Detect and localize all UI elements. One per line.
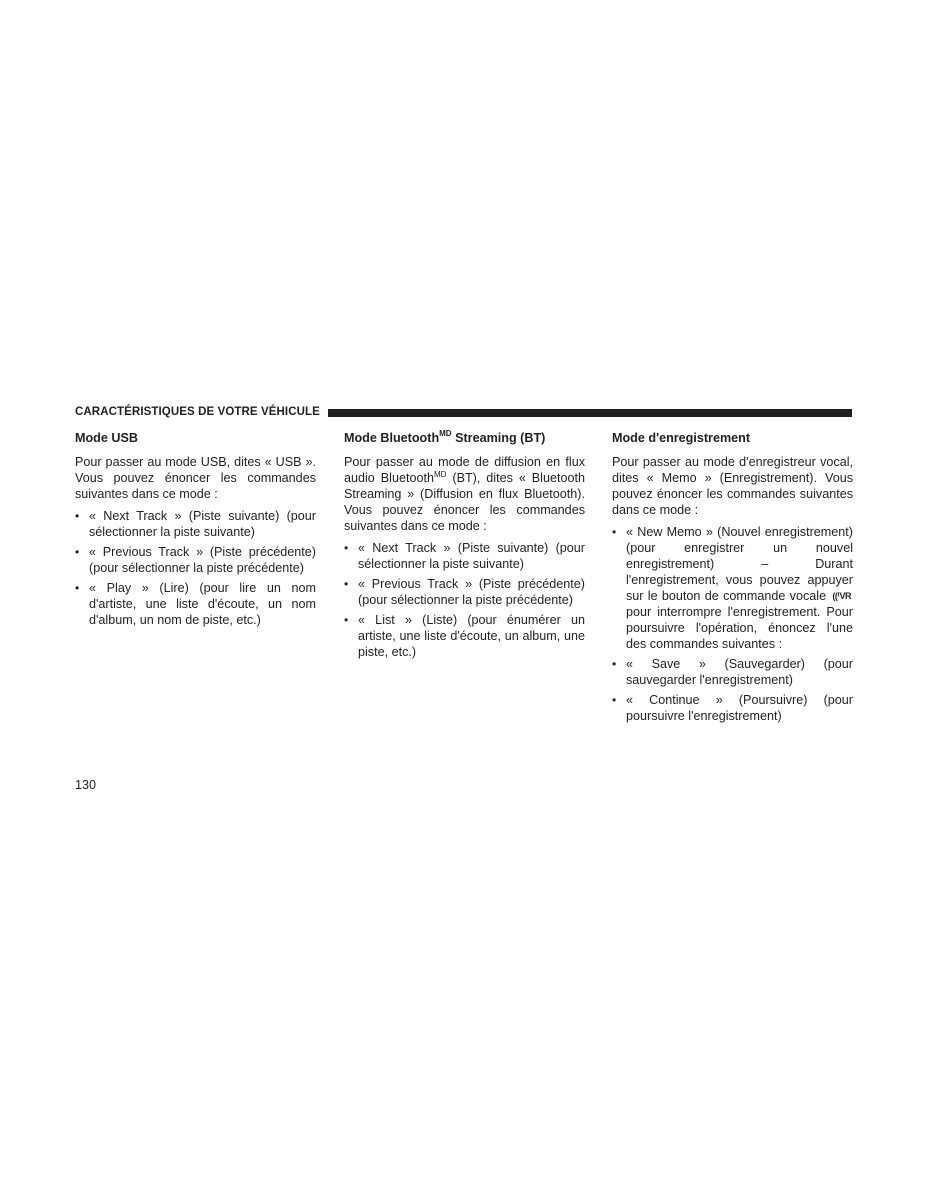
heading-recording-mode: Mode d'enregistrement — [612, 431, 751, 445]
list-item: • « New Memo » (Nouvel enregistrement) (pour enregistrer un nouvel enregistrement) – Durant l'enregistrement, vous pouvez appuyer sur le bouton de commande vocale ((⁽VRpour interrompre l'enregistrement. Pour poursuivre l'opération, énoncez l'une des commandes suivantes : — [612, 525, 853, 651]
recording-command-list — [612, 524, 853, 724]
column-recording-mode — [612, 430, 853, 728]
bullet-icon: • — [344, 541, 349, 555]
usb-command-list — [75, 508, 316, 628]
bluetooth-intro: Pour passer au mode de diffusion en flux audio Bluetooth$^{MD}$ (BT), dites « Bluetooth Streaming » (Diffusion en flux Bluetooth). Vous pouvez énoncer les commandes suivantes dans ce mode : — [344, 455, 585, 533]
bullet-icon: • — [612, 525, 617, 539]
usb-intro: Pour passer au mode USB, dites « USB ». Vous pouvez énoncer les commandes suivantes dans ce mode : — [75, 455, 316, 501]
list-item: • « Next Track » (Piste suivante) (pour sélectionner la piste suivante) — [75, 509, 316, 539]
bullet-icon: • — [612, 693, 617, 707]
section-rule — [328, 409, 852, 417]
list-item: • « Previous Track » (Piste précédente) (pour sélectionner la piste précédente) — [344, 577, 585, 607]
heading-bluetooth-mode: Mode Bluetooth$^{MD}$ Streaming (BT) — [344, 428, 546, 445]
bullet-icon: • — [75, 545, 80, 559]
page-number: 130 — [75, 778, 97, 792]
list-item: • « Previous Track » (Piste précédente) (pour sélectionner la piste précédente) — [75, 545, 316, 575]
recording-intro: Pour passer au mode d'enregistreur vocal, dites « Memo » (Enregistrement). Vous pouvez énoncer les commandes suivantes dans ce mode : — [612, 455, 853, 517]
heading-usb-mode: Mode USB — [75, 431, 138, 445]
list-item: • « List » (Liste) (pour énumérer un artiste, une liste d'écoute, un album, une piste, etc.) — [344, 613, 585, 659]
bullet-icon: • — [75, 509, 80, 523]
list-item: • « Save » (Sauvegarder) (pour sauvegarder l'enregistrement) — [612, 657, 853, 687]
list-item: • « Continue » (Poursuivre) (pour poursuivre l'enregistrement) — [612, 693, 853, 723]
list-item: • « Next Track » (Piste suivante) (pour sélectionner la piste suivante) — [344, 541, 585, 571]
column-usb-mode — [75, 430, 316, 632]
column-bluetooth-mode — [344, 430, 585, 664]
list-item: • « Play » (Lire) (pour lire un nom d'artiste, une liste d'écoute, un nom d'album, un nom de piste, etc.) — [75, 581, 316, 627]
bullet-icon: • — [344, 577, 349, 591]
section-title: CARACTÉRISTIQUES DE VOTRE VÉHICULE — [75, 406, 320, 418]
bluetooth-command-list — [344, 540, 585, 660]
section-header — [75, 404, 852, 420]
voice-command-icon: ((⁽VR — [832, 591, 851, 601]
bullet-icon: • — [344, 613, 349, 627]
bullet-icon: • — [75, 581, 80, 595]
bullet-icon: • — [612, 657, 617, 671]
